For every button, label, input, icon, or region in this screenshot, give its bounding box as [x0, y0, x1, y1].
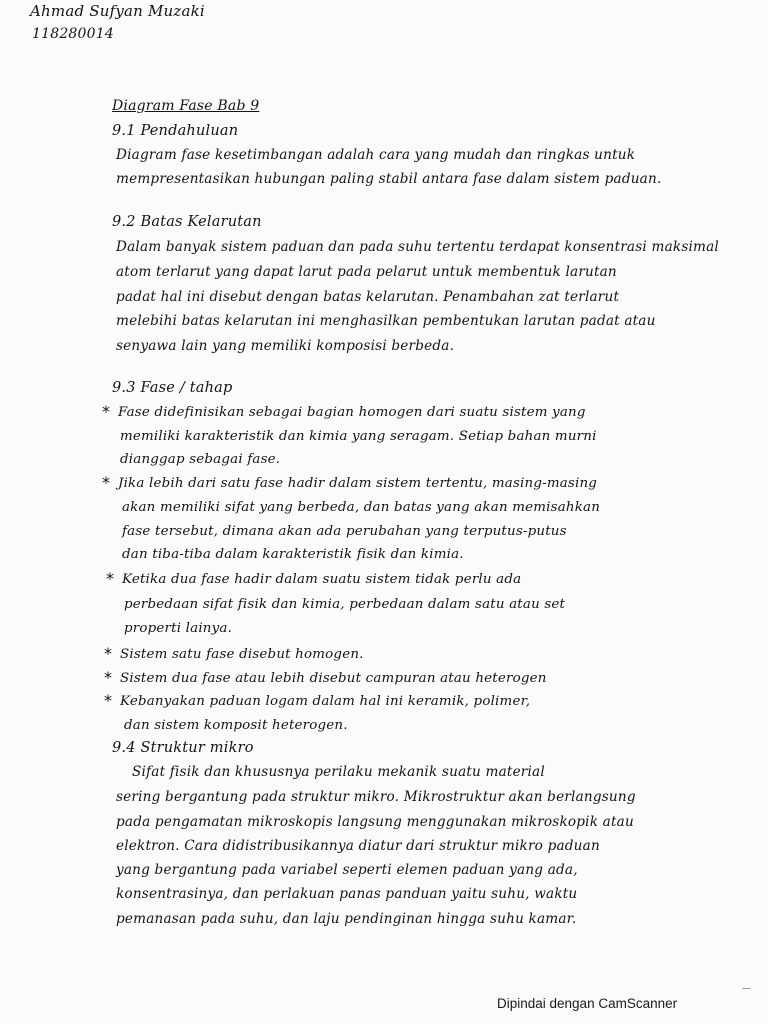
student-id: 118280014 [32, 26, 114, 42]
bullet-line: dan tiba-tiba dalam karakteristik fisik dan kimia. [122, 547, 464, 562]
paragraph-line: senyawa lain yang memiliki komposisi berbeda. [116, 338, 455, 354]
author-name: Ahmad Sufyan Muzaki [30, 2, 205, 20]
bullet-line: Ketika dua fase hadir dalam suatu sistem tidak perlu ada [122, 572, 522, 587]
paragraph-line: elektron. Cara didistribusikannya diatur dari struktur mikro paduan [116, 838, 600, 854]
bullet-star-icon: * [102, 402, 110, 421]
bullet-line: properti lainya. [124, 621, 233, 636]
paragraph-line: Sifat fisik dan khususnya perilaku mekanik suatu material [132, 764, 545, 780]
section-heading: 9.4 Struktur mikro [112, 740, 254, 756]
paragraph-line: yang bergantung pada variabel seperti elemen paduan yang ada, [116, 862, 578, 878]
section-heading: 9.3 Fase / tahap [112, 380, 233, 396]
paragraph-line: pada pengamatan mikroskopis langsung menggunakan mikroskopik atau [116, 814, 634, 830]
bullet-line: dianggap sebagai fase. [120, 452, 281, 467]
paragraph-line: Dalam banyak sistem paduan dan pada suhu tertentu terdapat konsentrasi maksimal [116, 239, 719, 255]
bullet-star-icon: * [104, 668, 112, 687]
bullet-line: Kebanyakan paduan logam dalam hal ini keramik, polimer, [120, 694, 531, 709]
paragraph-line: sering bergantung pada struktur mikro. Mikrostruktur akan berlangsung [116, 789, 636, 805]
page-corner-mark [742, 988, 750, 995]
paragraph-line: konsentrasinya, dan perlakuan panas panduan yaitu suhu, waktu [116, 886, 578, 902]
bullet-line: perbedaan sifat fisik dan kimia, perbedaan dalam satu atau set [124, 597, 566, 612]
bullet-line: Jika lebih dari satu fase hadir dalam sistem tertentu, masing-masing [118, 476, 598, 491]
bullet-line: akan memiliki sifat yang berbeda, dan batas yang akan memisahkan [122, 500, 601, 515]
paragraph-line: mempresentasikan hubungan paling stabil antara fase dalam sistem paduan. [116, 171, 662, 187]
page-title: Diagram Fase Bab 9 [112, 98, 260, 114]
bullet-line: Sistem dua fase atau lebih disebut campuran atau heterogen [120, 671, 547, 686]
bullet-line: Sistem satu fase disebut homogen. [120, 647, 364, 662]
section-heading: 9.1 Pendahuluan [112, 123, 239, 139]
bullet-line: Fase didefinisikan sebagai bagian homogen dari suatu sistem yang [118, 405, 586, 420]
paragraph-line: padat hal ini disebut dengan batas kelarutan. Penambahan zat terlarut [116, 289, 620, 305]
paragraph-line: atom terlarut yang dapat larut pada pelarut untuk membentuk larutan [116, 264, 617, 280]
bullet-star-icon: * [102, 473, 110, 492]
bullet-line: memiliki karakteristik dan kimia yang seragam. Setiap bahan murni [120, 429, 597, 444]
paragraph-line: Diagram fase kesetimbangan adalah cara yang mudah dan ringkas untuk [116, 147, 636, 163]
bullet-star-icon: * [104, 691, 112, 710]
paragraph-line: pemanasan pada suhu, dan laju pendinginan hingga suhu kamar. [116, 911, 577, 927]
bullet-line: dan sistem komposit heterogen. [124, 718, 348, 733]
scanner-watermark: Dipindai dengan CamScanner [497, 996, 678, 1011]
section-heading: 9.2 Batas Kelarutan [112, 214, 262, 230]
bullet-star-icon: * [106, 569, 114, 588]
paragraph-line: melebihi batas kelarutan ini menghasilkan pembentukan larutan padat atau [116, 313, 656, 329]
bullet-star-icon: * [104, 644, 112, 663]
bullet-line: fase tersebut, dimana akan ada perubahan yang terputus-putus [122, 524, 567, 539]
